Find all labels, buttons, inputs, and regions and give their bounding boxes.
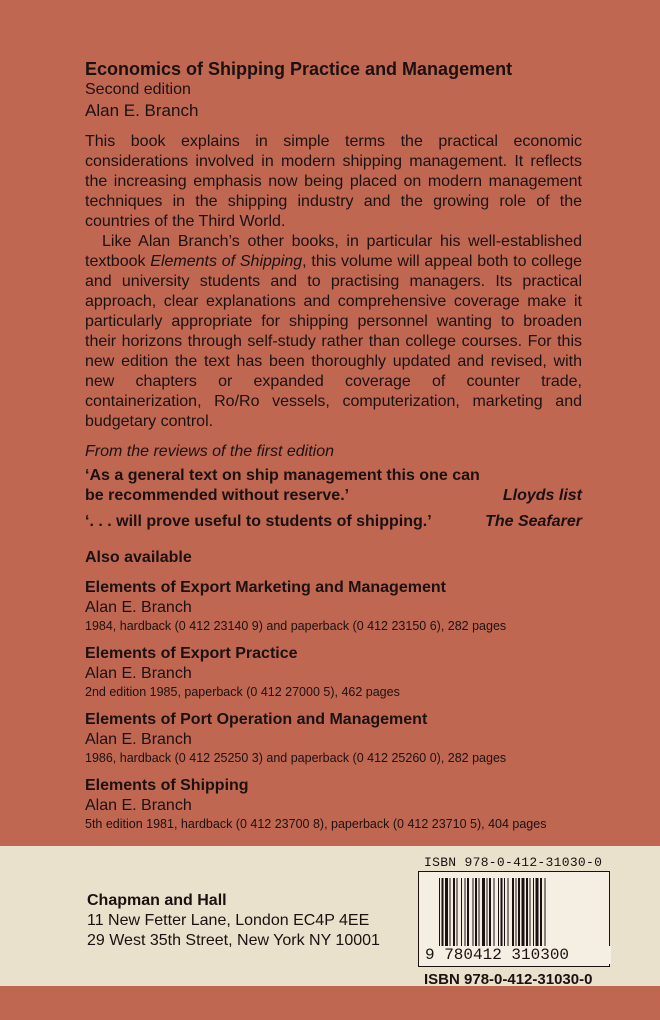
description-paragraph-1: This book explains in simple terms the practical economic considerations involved in modern shipping management. It reflects the increasing emphasis now being placed on modern management techniques in the shipping industry and the growing role of the countries of the Third World. [85, 133, 582, 230]
review-source: Lloyds list [502, 487, 582, 504]
book-edition: Second edition [85, 81, 191, 98]
barcode-bar [508, 878, 509, 946]
related-book-title: Elements of Shipping [85, 777, 249, 794]
barcode-bar [512, 878, 514, 946]
barcode-bar [467, 878, 469, 946]
barcode [418, 871, 610, 967]
barcode-bar [457, 878, 458, 946]
publisher-address-london: 11 New Fetter Lane, London EC4P 4EE [87, 912, 370, 929]
related-book-details: 2nd edition 1985, paperback (0 412 27000 5), 462 pages [85, 685, 400, 699]
publisher-name: Chapman and Hall [87, 892, 227, 909]
related-book-details: 5th edition 1981, hardback (0 412 23700 8), paperback (0 412 23710 5), 404 pages [85, 817, 547, 831]
related-book-author: Alan E. Branch [85, 665, 192, 682]
review-quote [85, 512, 582, 532]
barcode-bar [498, 878, 499, 946]
also-available-heading: Also available [85, 549, 192, 566]
barcode-bar [536, 878, 539, 946]
description-paragraph-2 [85, 232, 582, 432]
barcode-bar [479, 878, 480, 946]
related-book-title: Elements of Export Practice [85, 645, 298, 662]
isbn-label-bottom: ISBN 978-0-412-31030-0 [424, 971, 593, 988]
book-author: Alan E. Branch [85, 101, 199, 120]
barcode-bar [518, 878, 520, 946]
barcode-bar [501, 878, 503, 946]
barcode-bar [453, 878, 455, 946]
barcode-bar [445, 878, 448, 946]
book-title: Economics of Shipping Practice and Management [85, 59, 513, 79]
related-book-title: Elements of Export Marketing and Management [85, 579, 446, 596]
barcode-bar [450, 878, 451, 946]
barcode-bar [465, 878, 466, 946]
barcode-bar [516, 878, 517, 946]
related-book-title: Elements of Port Operation and Management [85, 711, 428, 728]
isbn-barcode-block [418, 856, 610, 989]
related-book-author: Alan E. Branch [85, 797, 192, 814]
related-book-author: Alan E. Branch [85, 731, 192, 748]
barcode-bar [504, 878, 505, 946]
publisher-footer [0, 846, 660, 986]
isbn-label-top: ISBN 978-0-412-31030-0 [424, 855, 603, 870]
related-book [85, 644, 582, 700]
emphasized-book-title: Elements of Shipping [150, 253, 303, 270]
related-book-details: 1984, hardback (0 412 23140 9) and paperback (0 412 23150 6), 282 pages [85, 619, 507, 633]
description-text: Like Alan Branch’s other books, in particular his well-established textbook [85, 233, 582, 270]
barcode-bar [473, 878, 474, 946]
barcode-bar [494, 878, 495, 946]
publisher-info [87, 891, 380, 951]
barcode-bar [533, 878, 534, 946]
review-text: ‘As a general text on ship management this one can be recommended without reserve.’ [85, 467, 480, 504]
related-book-author: Alan E. Branch [85, 599, 192, 616]
related-book [85, 776, 582, 832]
barcode-bar [487, 878, 488, 946]
review-source: The Seafarer [485, 513, 582, 530]
description-text: , this volume will appeal both to college and university students and to practising managers. Its practical approach, clear explanations and comprehensive coverage make it particularly appropriate for shipping personnel wanting to broaden their horizons through self-study rather than college courses. For this new edition the text has been thoroughly updated and revised, with new chapters or expanded coverage of counter trade, containerization, Ro/Ro vessels, computerization, marketing and budgetary control. [85, 253, 582, 430]
barcode-bar [530, 878, 531, 946]
review-quote [85, 466, 582, 506]
back-cover-content [85, 58, 582, 832]
barcode-bar [482, 878, 485, 946]
review-text: ‘. . . will prove useful to students of shipping.’ [85, 513, 432, 530]
related-book-details: 1986, hardback (0 412 25250 3) and paperback (0 412 25260 0), 282 pages [85, 751, 507, 765]
barcode-bar [461, 878, 462, 946]
publisher-address-new-york: 29 West 35th Street, New York NY 10001 [87, 932, 380, 949]
barcode-bar [526, 878, 528, 946]
barcode-digits: 9 780412 310300 [421, 946, 611, 964]
related-book [85, 578, 582, 634]
barcode-bar [475, 878, 477, 946]
related-book [85, 710, 582, 766]
reviews-heading: From the reviews of the first edition [85, 443, 334, 460]
barcode-bar [489, 878, 491, 946]
barcode-bar [522, 878, 525, 946]
